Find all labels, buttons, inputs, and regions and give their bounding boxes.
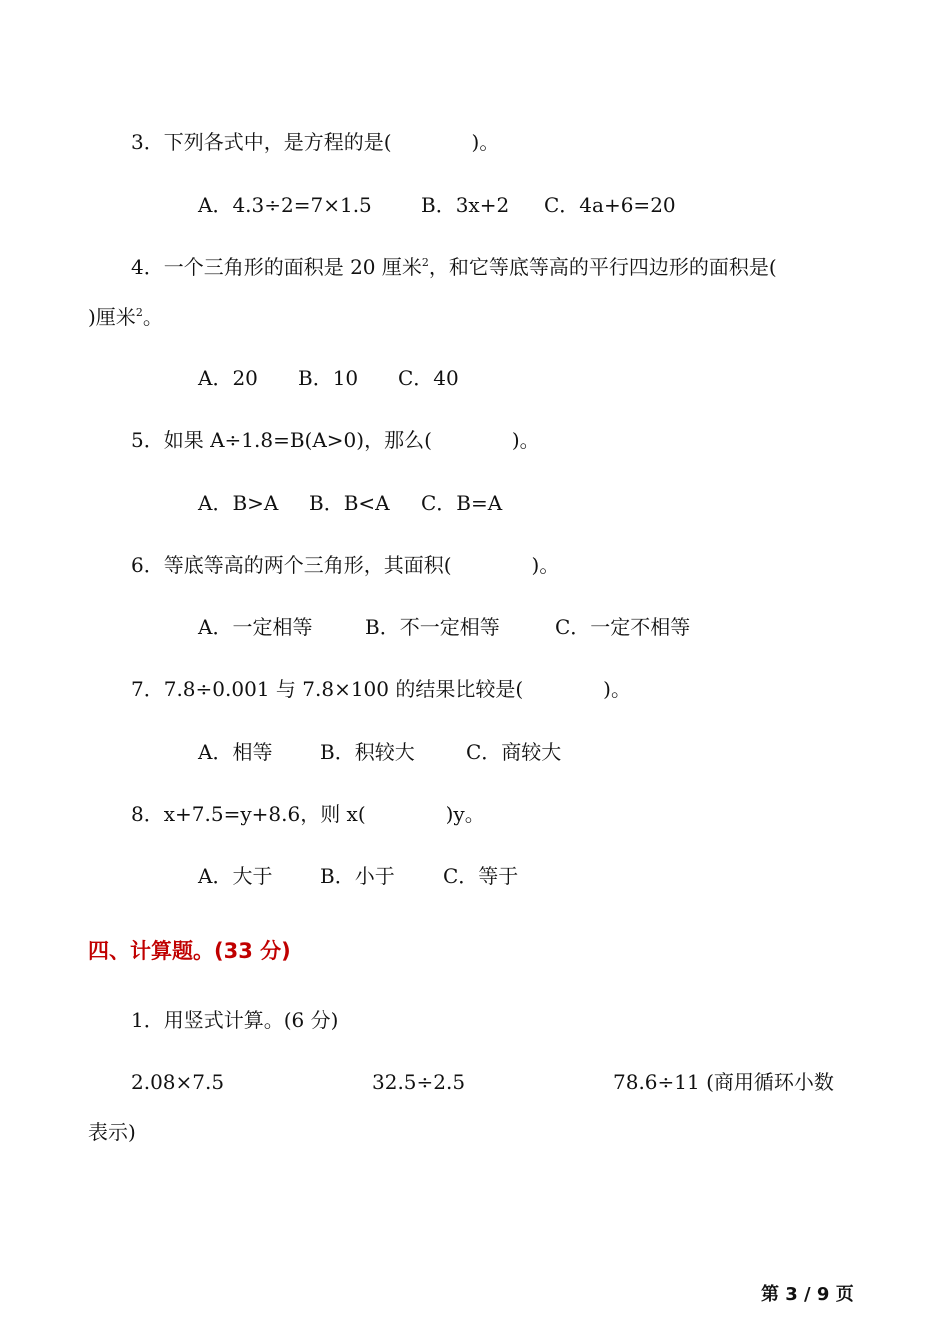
question-8-stem: 8．x+7.5=y+8.6，则 x( )y。 — [131, 802, 485, 826]
question-7-stem: 7．7.8÷0.001 与 7.8×100 的结果比较是( )。 — [131, 677, 631, 701]
question-5-option-c: C．B=A — [421, 491, 503, 515]
calculation-expression-3: 78.6÷11 (商用循环小数 — [613, 1070, 834, 1094]
section-4-subquestion-1: 1．用竖式计算。(6 分) — [131, 1008, 339, 1032]
question-8-option-a: A．大于 — [198, 864, 273, 888]
question-7-option-b: B．积较大 — [320, 740, 415, 764]
question-5-stem: 5．如果 A÷1.8=B(A>0)，那么( )。 — [131, 428, 540, 452]
superscript: 2 — [421, 256, 429, 269]
question-4-option-b: B．10 — [298, 366, 359, 390]
question-4-stem-part2: ，和它等底等高的平行四边形的面积是( — [428, 255, 777, 279]
question-3-stem: 3．下列各式中，是方程的是( )。 — [131, 130, 500, 154]
question-8-option-b: B．小于 — [320, 864, 395, 888]
question-3-option-c: C．4a+6=20 — [544, 193, 676, 217]
question-6-stem: 6．等底等高的两个三角形，其面积( )。 — [131, 553, 560, 577]
question-6-option-a: A．一定相等 — [198, 615, 313, 639]
calculation-expression-1: 2.08×7.5 — [131, 1070, 225, 1094]
question-8-option-c: C．等于 — [443, 864, 519, 888]
calculation-expression-3-continued: 表示) — [88, 1120, 136, 1144]
section-4-heading: 四、计算题。(33 分) — [88, 939, 291, 963]
question-4-option-c: C．40 — [398, 366, 459, 390]
question-7-option-a: A．相等 — [198, 740, 273, 764]
calculation-expression-2: 32.5÷2.5 — [372, 1070, 466, 1094]
question-3-option-b: B．3x+2 — [421, 193, 510, 217]
question-4-stem — [131, 253, 777, 281]
page-number: 第 3 / 9 页 — [761, 1284, 854, 1305]
question-7-option-c: C．商较大 — [466, 740, 562, 764]
question-4-stem-part3: )厘米 — [88, 305, 136, 329]
question-5-option-b: B．B<A — [309, 491, 390, 515]
question-3-option-a: A．4.3÷2=7×1.5 — [198, 193, 372, 217]
question-4-stem-part4: 。 — [142, 305, 163, 329]
superscript: 2 — [135, 306, 143, 319]
question-6-option-c: C．一定不相等 — [555, 615, 691, 639]
question-4-stem-part1: 4．一个三角形的面积是 20 厘米 — [131, 255, 422, 279]
question-4-option-a: A．20 — [198, 366, 258, 390]
question-4-stem-continued — [88, 303, 163, 331]
question-5-option-a: A．B>A — [198, 491, 279, 515]
question-6-option-b: B．不一定相等 — [365, 615, 500, 639]
